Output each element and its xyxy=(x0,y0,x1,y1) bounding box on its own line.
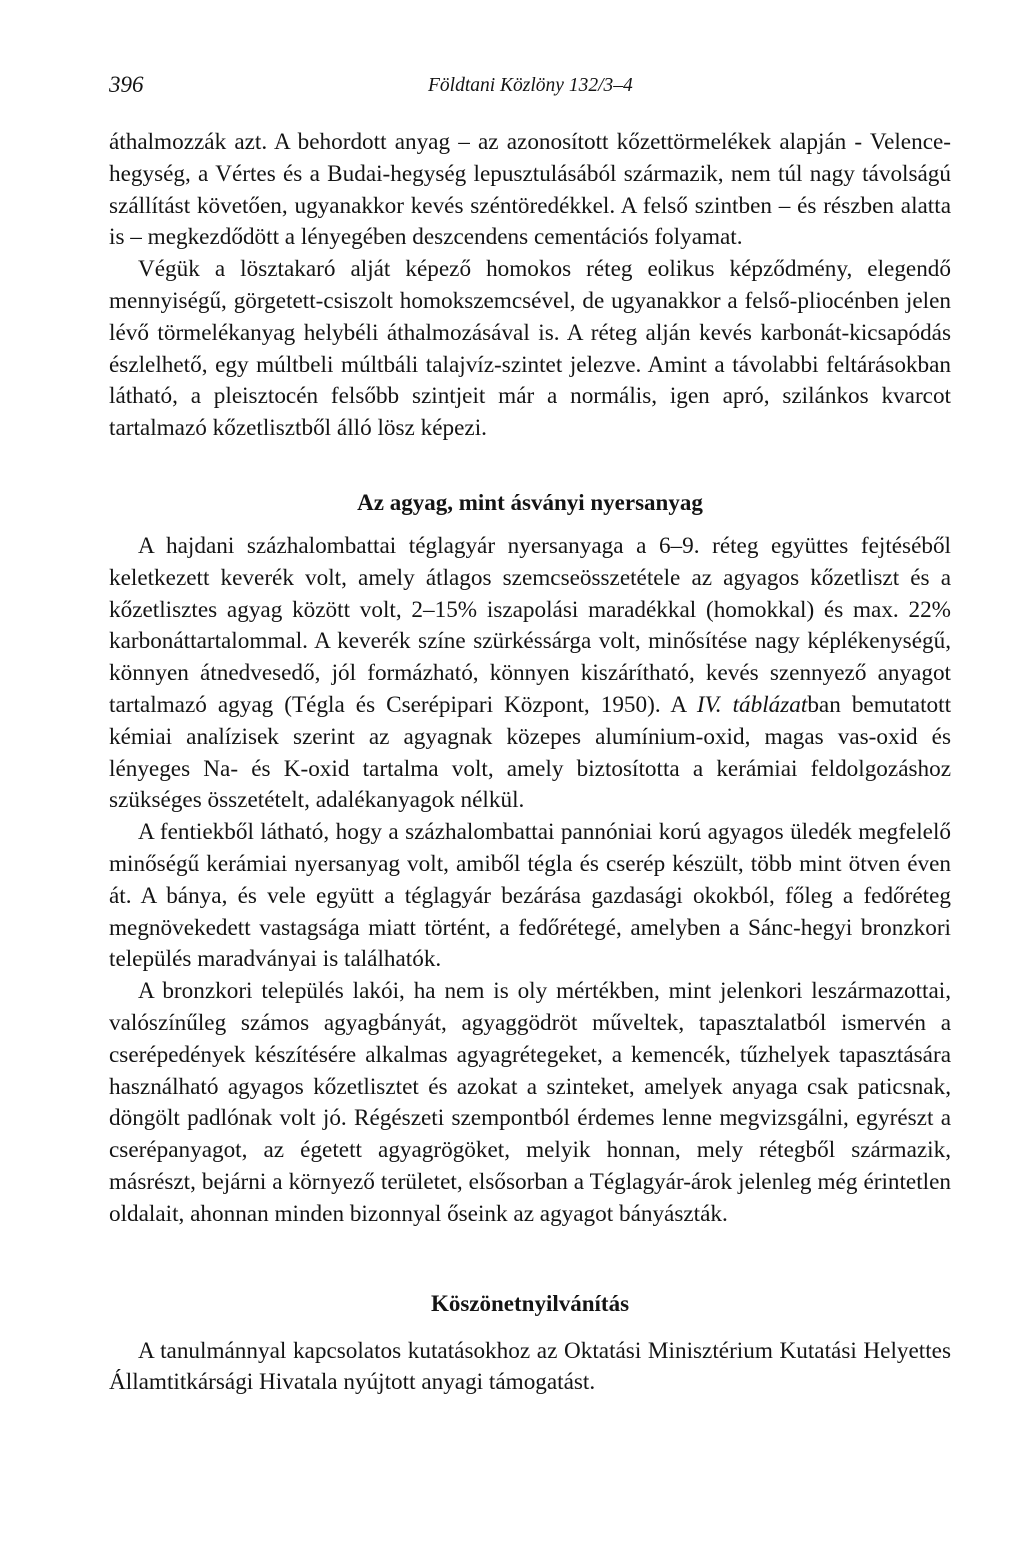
page-number: 396 xyxy=(109,72,144,97)
section-heading-acknowledgements: Köszönetnyilvánítás xyxy=(430,1290,630,1316)
paragraph-text-a: A hajdani százhalombattai téglagyár nyersanyaga a 6–9. réteg együttes fejtéséből keletkezett keverék volt, amely átlagos szemcseösszetétele az agyagos kőzetliszt és a kőzetlisztes agyag között volt, 2–15% iszapolási maradékkal (homokkal) és max. 22% karbonáttartalommal. A keverék színe szürkéssárga volt, minősítése nagy képlékenységű, könnyen átnedvesedő, jól formázható, könnyen kiszárítható, kevés szennyező anyagot tartalmazó agyag (Tégla és Cserépipari Központ, 1950). A xyxy=(109,532,951,718)
paragraph-continuation: áthalmozzák azt. A behordott anyag – az azonosított kőzettörmelékek alapján - Velence-hegység, a Vértes és a Budai-hegység lepusztulásából származik, nem túl nagy távolságú szállítást követően, ugyanakkor kevés széntöredékkel. A felső szintben – és részben alatta is – megkezdődött a lényegében deszcendens cementációs folyamat. xyxy=(109,129,951,251)
paragraph-text-b: ban bemutatott kémiai analízisek szerint az agyagnak közepes alumínium-oxid, magas vas-oxid és lényeges Na- és K-oxid tartalma volt, amely biztosította a kerámiai feldolgozáshoz szükséges összetételt, adalékanyagok nélkül. xyxy=(109,691,952,814)
running-header xyxy=(109,72,951,102)
paragraph-ceramic-quality: A fentiekből látható, hogy a százhalombattai pannóniai korú agyagos üledék megfelelő minőségű kerámiai nyersanyag volt, amiből tégla és cserép készült, több mint ötven éven át. A bánya, és vele együtt a téglagyár bezárása gazdasági okokból, főleg a fedőréteg megnövekedett vastagsága miatt történt, a fedőrétegé, amelyben a Sánc-hegyi bronzkori település maradványai is találhatók. xyxy=(109,819,951,973)
article-body xyxy=(109,127,951,1399)
paragraph-bronze-age-settlement: A bronzkori település lakói, ha nem is oly mértékben, mint jelenkori leszármazottai, valószínűleg számos agyagbányát, agyaggödröt műveltek, tapasztalatból ismervén a cserépedények készítésére alkalmas agyagrétegeket, a kemencék, tűzhelyek tapasztására használható agyagos kőzetlisztet és azokat a szinteket, amelyek anyaga csak paticsnak, döngölt padlónak volt jó. Régészeti szempontból érdemes lenne megvizsgálni, egyrészt a cserépanyagot, az égetett agyagrögöket, melyik honnan, mely rétegből származik, másrészt, bejárni a környező területet, elsősorban a Téglagyár-árok jelenleg még érintetlen oldalait, ahonnan minden bizonnyal őseink az agyagot bányászták. xyxy=(109,978,951,1227)
paragraph-loess-base: Végük a lösztakaró alját képező homokos réteg eolikus képződmény, elegendő mennyiségű, görgetett-csiszolt homokszemcsével, de ugyanakkor a felső-pliocénben jelen lévő törmelékanyag helybéli áthalmozásával is. A réteg alján kevés karbonát-kicsapódás észlelhető, egy múltbeli múltbáli talajvíz-szintet jelezve. Amint a távolabbi feltárásokban látható, a pleisztocén felsőbb szintjeit már a normális, igen apró, szilánkos kvarcot tartalmazó kőzetlisztből álló lösz képezi. xyxy=(109,256,951,442)
paragraph-brickyard-raw-material xyxy=(109,531,951,817)
journal-title: Földtani Közlöny 132/3–4 xyxy=(428,75,633,96)
table-reference: IV. táblázat xyxy=(696,691,808,718)
section-heading-clay-raw-material: Az agyag, mint ásványi nyersanyag xyxy=(357,489,703,515)
paragraph-acknowledgement: A tanulmánnyal kapcsolatos kutatásokhoz az Oktatási Minisztérium Kutatási Helyettes Államtitkársági Hivatala nyújtott anyagi támogatást. xyxy=(109,1337,951,1396)
